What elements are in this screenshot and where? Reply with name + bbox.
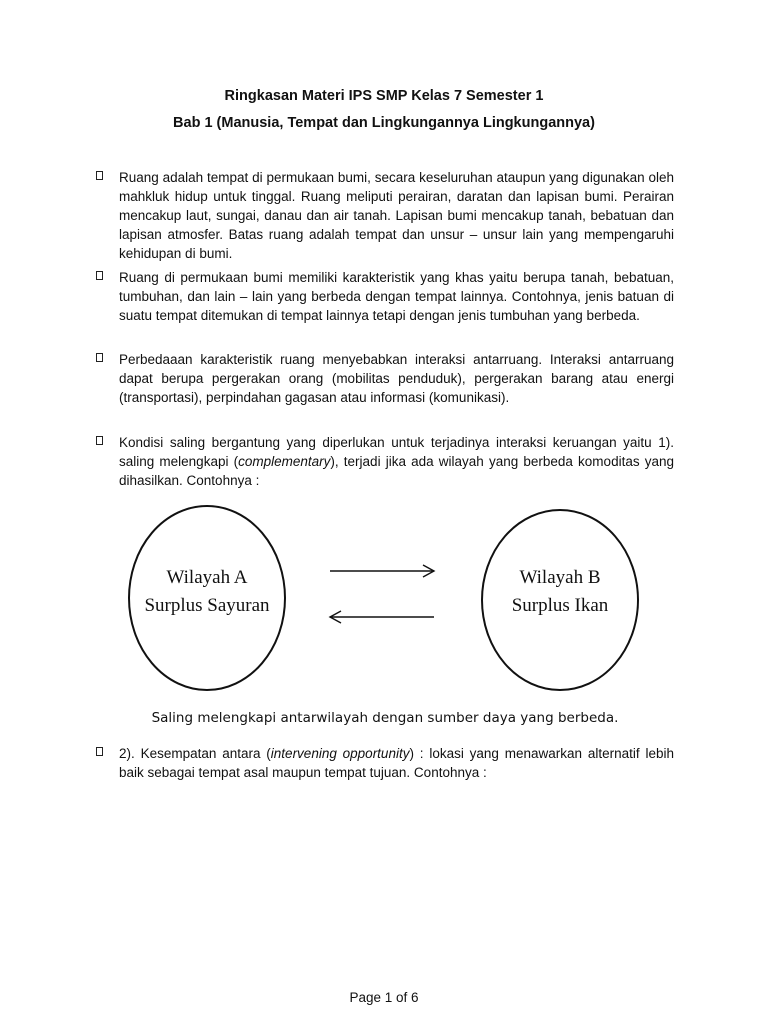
list-item-text-end: ), terjadi jika ada wilayah yang berbeda komoditas yang dihasilkan. Contohnya : (119, 454, 675, 488)
list-item (96, 433, 674, 490)
region-a-label-line2: Surplus Sayuran (144, 595, 270, 616)
bullet-box-icon (96, 747, 103, 756)
list-item (96, 350, 674, 407)
list-item-text: Ruang di permukaan bumi memiliki karakteristik yang khas yaitu berupa tanah, bebatuan, tumbuhan, dan lain – lain yang berbeda dengan tempat lainnya. Contohnya, jenis batuan di suatu tempat ditemukan di tempat lainnya tetapi dengan jenis tumbuhan yang berbeda. (119, 270, 674, 323)
bullet-box-icon (96, 436, 103, 445)
list-item-text-end: ) : lokasi yang menawarkan alternatif lebih baik sebagai tempat asal maupun tempat tujuan. Contohnya : (119, 746, 674, 780)
document-title: Ringkasan Materi IPS SMP Kelas 7 Semester 1 (224, 88, 544, 104)
list-item-term: complementary (238, 454, 331, 469)
document-subtitle: Bab 1 (Manusia, Tempat dan Lingkungannya Lingkungannya) (173, 115, 595, 131)
list-item-text (119, 433, 674, 490)
page-number: Page 1 of 6 (349, 990, 419, 1005)
bullet-box-icon (96, 171, 103, 180)
list-item-text-start: Kondisi saling bergantung yang diperlukan untuk terjadinya interaksi keruangan yaitu 1). saling melengkapi ( (119, 435, 674, 469)
list-item-text: Perbedaaan karakteristik ruang menyebabkan interaksi antarruang. Interaksi antarruang dapat berupa pergerakan orang (mobilitas penduduk), pergerakan barang atau energi (transportasi), perpindahan gagasan atau informasi (komunikasi). (119, 352, 674, 405)
list-item (96, 744, 674, 782)
bullet-box-icon (96, 271, 103, 280)
list-item (96, 268, 674, 325)
list-item-text (119, 744, 674, 782)
list-item-text: Ruang adalah tempat di permukaan bumi, secara keseluruhan ataupun yang digunakan oleh mahkluk hidup untuk tinggal. Ruang meliputi perairan, daratan dan lapisan bumi. Perairan mencakup laut, sungai, danau dan air tanah. Lapisan bumi mencakup tanah, bebatuan dan lapisan atmosfer. Batas ruang adalah tempat dan unsur – unsur lain yang mempengaruhi kehidupan di bumi. (119, 170, 674, 261)
region-a-label-line1: Wilayah A (166, 567, 248, 588)
region-b-label-line1: Wilayah B (519, 567, 601, 588)
diagram-caption: Saling melengkapi antarwilayah dengan sumber daya yang berbeda. (151, 710, 619, 726)
bullet-box-icon (96, 353, 103, 362)
list-item (96, 168, 674, 263)
region-b-label-line2: Surplus Ikan (511, 595, 609, 616)
list-item-term: intervening opportunity (270, 746, 410, 761)
list-item-text-start: 2). Kesempatan antara ( (119, 746, 271, 761)
complementary-diagram (120, 500, 650, 740)
